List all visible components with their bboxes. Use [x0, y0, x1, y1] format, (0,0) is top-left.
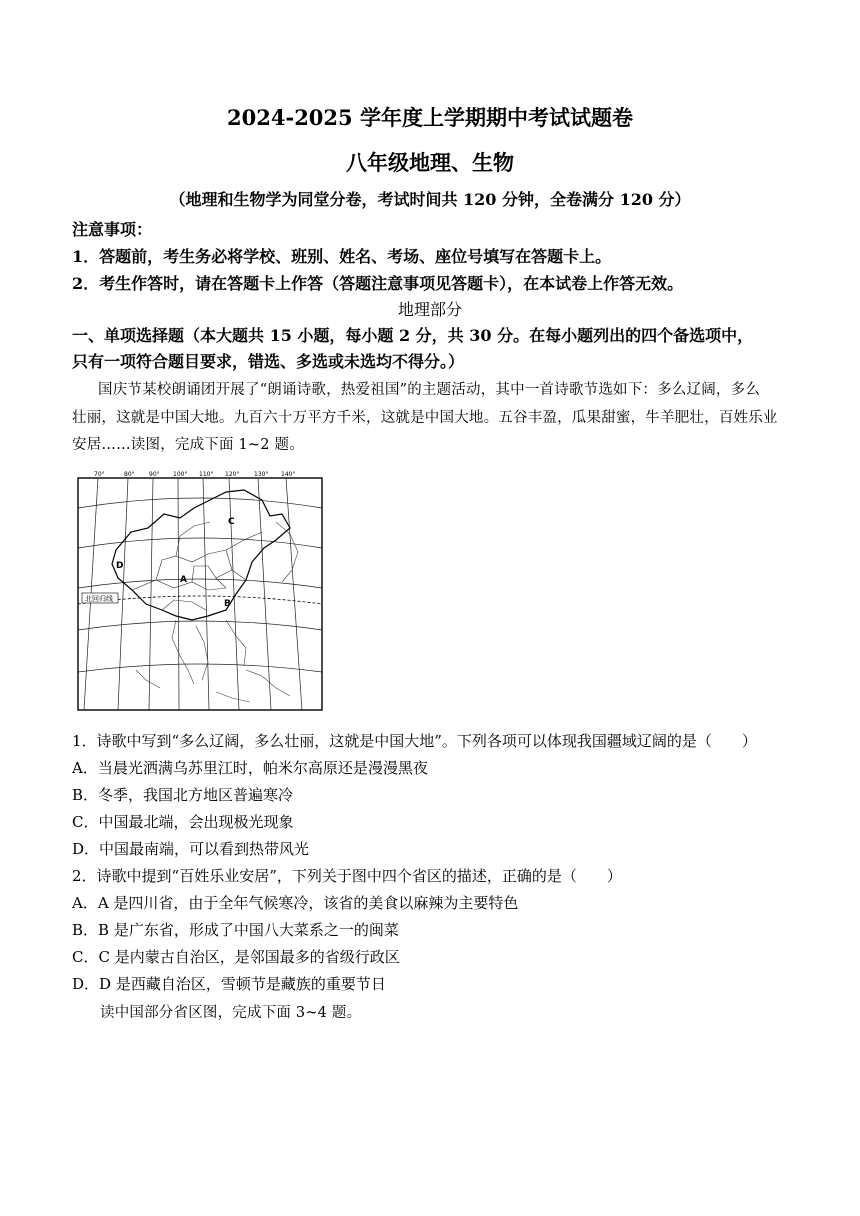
map-label-c: C: [228, 517, 235, 527]
exam-subtitle: 八年级地理、生物: [346, 150, 514, 175]
option-a: A．当晨光洒满乌苏里江时，帕米尔高原还是漫漫黑夜: [72, 759, 428, 777]
question-stem: 2．诗歌中提到“百姓乐业安居”，下列关于图中四个省区的描述，正确的是（ ）: [72, 867, 622, 885]
notice-item: 1．答题前，考生务必将学校、班别、姓名、考场、座位号填写在答题卡上。: [72, 247, 612, 266]
option-a: A．A 是四川省，由于全年气候寒冷，该省的美食以麻辣为主要特色: [72, 894, 519, 912]
longitude-label: 80°: [124, 471, 135, 478]
option-d: D．D 是西藏自治区，雪顿节是藏族的重要节日: [72, 975, 386, 993]
option-b: B．B 是广东省，形成了中国八大菜系之一的闽菜: [72, 921, 399, 939]
longitude-label: 120°: [225, 471, 240, 478]
map-label-b: B: [224, 599, 231, 609]
map-label-a: A: [180, 575, 187, 585]
option-c: C．中国最北端，会出现极光现象: [72, 813, 294, 831]
part-heading: 一、单项选择题（本大题共 15 小题，每小题 2 分，共 30 分。在每小题列出的四个备选项中，: [72, 326, 754, 345]
longitude-label: 110°: [199, 471, 214, 478]
neighbour-coastlines: [136, 522, 298, 702]
longitude-label: 130°: [254, 471, 269, 478]
tropic-of-cancer-label: 北回归线: [85, 595, 113, 603]
china-map-figure: [76, 470, 324, 712]
longitude-label: 140°: [281, 471, 296, 478]
notice-item: 2．考生作答时，请在答题卡上作答（答题注意事项见答题卡），在本试卷上作答无效。: [72, 274, 684, 293]
part-heading: 只有一项符合题目要求，错选、多选或未选均不得分。）: [72, 352, 465, 371]
longitude-label: 100°: [173, 471, 188, 478]
option-b: B．冬季，我国北方地区普遍寒冷: [72, 786, 294, 804]
exam-note: （地理和生物学为同堂分卷，考试时间共 120 分钟，全卷满分 120 分）: [169, 190, 691, 209]
china-outline: [112, 490, 290, 620]
longitude-label: 90°: [149, 471, 160, 478]
map-label-d: D: [116, 561, 124, 571]
longitude-label: 70°: [94, 471, 105, 478]
option-d: D．中国最南端，可以看到热带风光: [72, 840, 310, 858]
section-title: 地理部分: [397, 300, 462, 319]
notice-heading: 注意事项：: [72, 220, 153, 239]
question-stem: 1．诗歌中写到“多么辽阔，多么壮丽，这就是中国大地”。下列各项可以体现我国疆域辽阔的是（ ）: [72, 732, 757, 750]
passage-line: 国庆节某校朗诵团开展了“朗诵诗歌，热爱祖国”的主题活动，其中一首诗歌节选如下：多么辽阔，多么: [98, 382, 761, 398]
trailing-instruction: 读中国部分省区图，完成下面 3~4 题。: [100, 1005, 362, 1021]
passage-line: 壮丽，这就是中国大地。九百六十万平方千米，这就是中国大地。五谷丰盈，瓜果甜蜜，牛羊肥壮，百姓乐业: [72, 410, 778, 426]
passage-line: 安居……读图，完成下面 1~2 题。: [72, 437, 304, 453]
option-c: C．C 是内蒙古自治区，是邻国最多的省级行政区: [72, 948, 400, 966]
exam-title: 2024-2025 学年度上学期期中考试试题卷: [227, 105, 633, 130]
